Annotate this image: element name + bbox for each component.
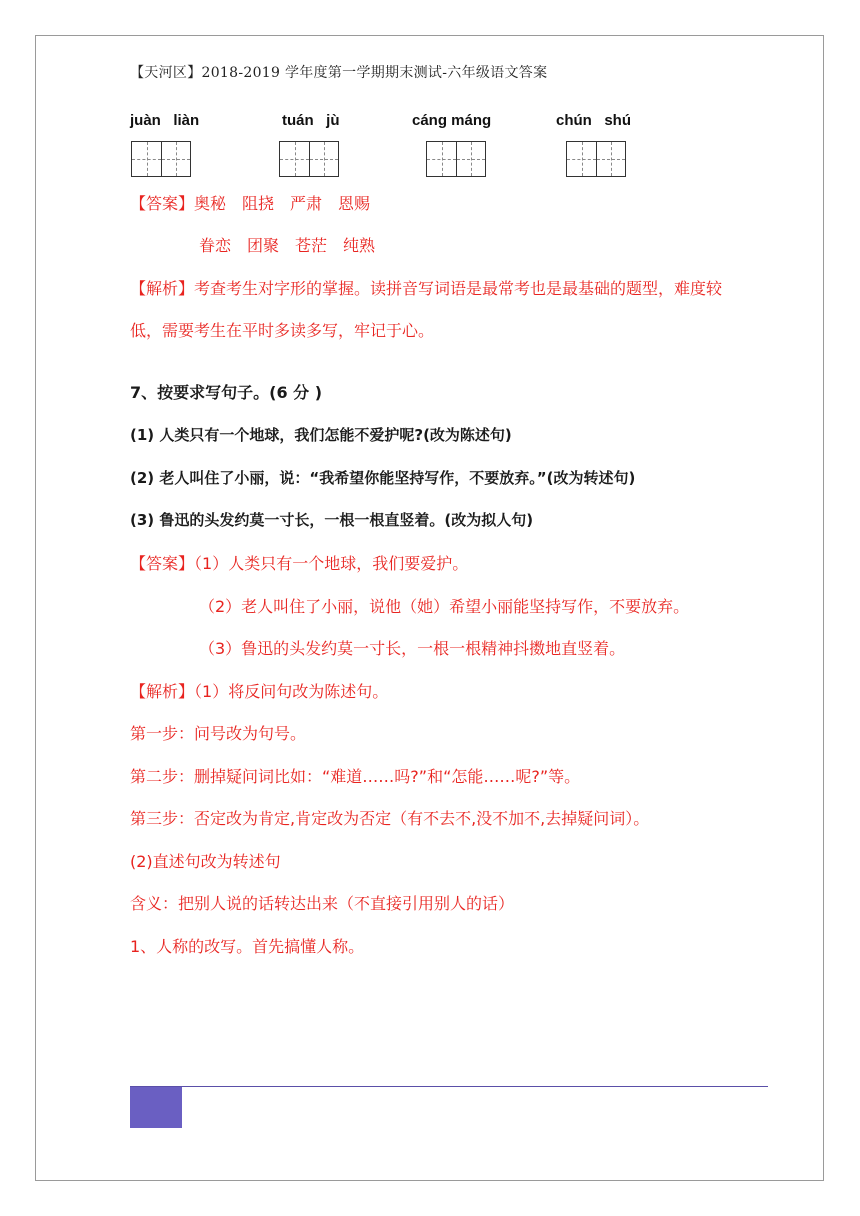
footer-divider <box>130 1086 768 1087</box>
answer-text: 奥秘 阻挠 严肃 恩赐 <box>194 194 371 213</box>
analysis6-line2: 低，需要考生在平时多读多写，牢记于心。 <box>130 321 435 340</box>
writing-cell[interactable] <box>596 142 625 176</box>
analysis-text: 考查考生对字形的掌握。读拼音写词语是最常考也是最基础的题型，难度较 <box>194 279 723 298</box>
writing-cell[interactable] <box>161 142 190 176</box>
writing-box-3[interactable] <box>426 141 486 177</box>
pinyin-group-1: juàn liàn <box>130 112 200 129</box>
pinyin-group-3: cáng máng <box>412 112 492 129</box>
writing-box-4[interactable] <box>566 141 626 177</box>
answer6-line2: 眷恋 团聚 苍茫 纯熟 <box>199 236 376 255</box>
writing-cell[interactable] <box>427 142 456 176</box>
answer7-line2: （2）老人叫住了小丽，说他（她）希望小丽能坚持写作，不要放弃。 <box>199 597 690 616</box>
answer7-line3: （3）鲁迅的头发约莫一寸长，一根一根精神抖擞地直竖着。 <box>199 639 626 658</box>
writing-cell[interactable] <box>132 142 161 176</box>
answer7-line1 <box>130 551 468 574</box>
analysis-text: （1）将反问句改为陈述句。 <box>194 682 389 701</box>
analysis-label: 【解析】 <box>130 682 195 701</box>
analysis7-definition: 含义：把别人说的话转达出来（不直接引用别人的话） <box>130 894 515 913</box>
writing-cell[interactable] <box>456 142 485 176</box>
analysis7-step2: 第二步：删掉疑问词比如：“难道……吗?”和“怎能……呢?”等。 <box>130 767 581 786</box>
page-header: 【天河区】2018-2019 学年度第一学期期末测试-六年级语文答案 <box>130 65 548 81</box>
answer-label: 【答案】 <box>130 194 195 213</box>
pinyin-group-4: chún shú <box>556 112 631 129</box>
question7-item-2: (2) 老人叫住了小丽，说：“我希望你能坚持写作，不要放弃。”(改为转述句) <box>130 469 636 487</box>
footer-color-block <box>130 1087 182 1128</box>
answer-text: （1）人类只有一个地球，我们要爱护。 <box>194 554 469 573</box>
writing-cell[interactable] <box>567 142 596 176</box>
answer6-line1 <box>130 191 370 214</box>
analysis7-step3: 第三步：否定改为肯定,肯定改为否定（有不去不,没不加不,去掉疑问词）。 <box>130 809 650 828</box>
question7-title: 7、按要求写句子。(6 分 ) <box>130 383 323 402</box>
writing-cell[interactable] <box>280 142 309 176</box>
analysis-label: 【解析】 <box>130 279 195 298</box>
question7-item-1: (1) 人类只有一个地球，我们怎能不爱护呢?(改为陈述句) <box>130 426 512 444</box>
analysis7-part2-title: (2)直述句改为转述句 <box>130 852 281 871</box>
analysis6-line1 <box>130 276 722 299</box>
pinyin-group-2: tuán jù <box>282 112 340 129</box>
writing-box-2[interactable] <box>279 141 339 177</box>
answer-label: 【答案】 <box>130 554 195 573</box>
analysis7-person-change: 1、人称的改写。首先搞懂人称。 <box>130 937 365 956</box>
writing-box-1[interactable] <box>131 141 191 177</box>
question7-item-3: (3) 鲁迅的头发约莫一寸长，一根一根直竖着。(改为拟人句) <box>130 511 534 529</box>
analysis7-line1 <box>130 679 388 702</box>
writing-cell[interactable] <box>309 142 338 176</box>
analysis7-step1: 第一步：问号改为句号。 <box>130 724 307 743</box>
